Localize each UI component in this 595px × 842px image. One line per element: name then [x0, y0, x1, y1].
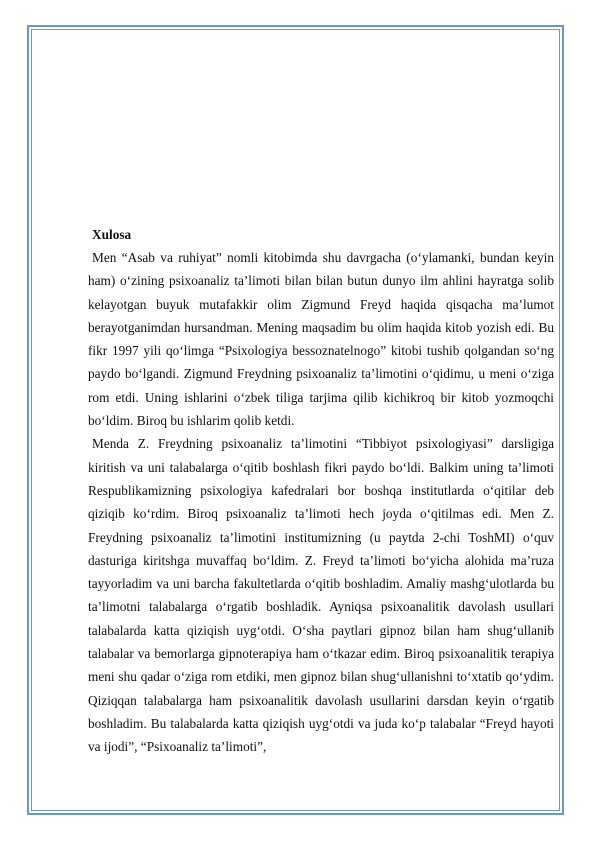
document-body [88, 224, 554, 759]
paragraph-2: Menda Z. Freydning psixoanaliz ta’limotini “Tibbiyot psixologiyasi” darsligiga kiritish va uni talabalarga o‘qitib boshlash fikri paydo bo‘ldi. Balkim uning ta’limoti Respublikamizning psixologiya kafedralari bor boshqa institutlarda o‘qitilar deb qiziqib ko‘rdim. Biroq psixoanaliz ta’limoti hech joyda o‘qitilmas edi. Men Z. Freydning psixoanaliz ta’limotini institumizning (u paytda 2-chi ToshMI) o‘quv dasturiga kiritshga muvaffaq bo‘ldim. Z. Freyd ta’limoti bo‘yicha alohida ma’ruza tayyorladim va uni barcha fakultetlarda o‘qitib boshladim. Amaliy mashg‘ulotlarda bu ta’limotni talabalarga o‘rgatib boshladik. Ayniqsa psixoanalitik davolash usullari talabalarda katta qiziqish uyg‘otdi. O‘sha paytlari gipnoz bilan ham shug‘ullanib talabalar va bemorlarga gipnoterapiya ham o‘tkazar edim. Biroq psixoanalitik terapiya meni shu qadar o‘ziga rom etdiki, men gipnoz bilan shug‘ullanishni to‘xtatib qo‘ydim. Qiziqqan talabalarga ham psixoanalitik davolash usullarini darsdan keyin o‘rgatib boshladim. Bu talabalarda katta qiziqish uyg‘otdi va juda ko‘p talabalar “Freyd hayoti va ijodi”, “Psixoanaliz ta’limoti”, [88, 436, 554, 755]
paragraph-1: Men “Asab va ruhiyat” nomli kitobimda shu davrgacha (o‘ylamanki, bundan keyin ham) o‘zining psixoanaliz ta’limoti bilan bilan butun dunyo ilm ahlini hayratga solib kelayotgan buyuk mutafakkir olim Zigmund Freyd haqida qisqacha ma’lumot berayotganimdan hursandman. Mening maqsadim bu olim haqida kitob yozish edi. Bu fikr 1997 yili qo‘limga “Psixologiya bessoznatelnogo” kitobi tushib qolgandan so‘ng paydo bo‘lgandi. Zigmund Freydning psixoanaliz ta’limotini o‘qidimu, u meni o‘ziga rom etdi. Uning ishlarini o‘zbek tiliga tarjima qilib kichikroq bir kitob yozmoqchi bo‘ldim. Biroq bu ishlarim qolib ketdi. [88, 250, 554, 429]
section-heading: Xulosa [92, 227, 132, 242]
